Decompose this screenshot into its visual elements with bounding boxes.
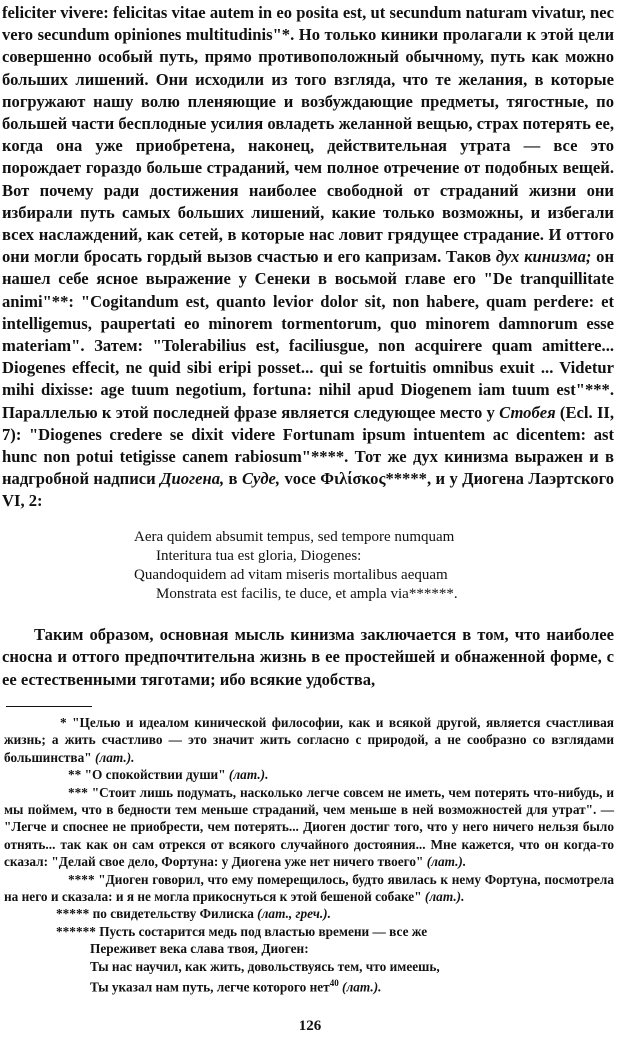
footnote-5-source: (лат., греч.). <box>257 906 331 922</box>
footnote-1-source: (лат.). <box>94 749 135 765</box>
para1-italic-stobey: Стобея <box>499 402 556 422</box>
latin-verse <box>134 528 574 604</box>
footnote-1 <box>4 714 614 766</box>
footnote-6-line: Переживет века слава твоя, Диоген: <box>90 941 309 957</box>
footnote-5-text: ***** по свидетельству Филиска <box>56 906 258 922</box>
footnote-3 <box>4 784 614 871</box>
para1-text-b: он нашел себе ясное выражение у Сенеки в восьмой главе его "De tranquillitate animi"**: "Cogitandum est, quanto levior dolor sit, non habere, quam perdere: et intelligemus, paupertati eo minorem tormentorum, quo minorem damnorum esse materiam". Затем: "Tolerabilius est, faciliusgue, non acquirere quam amittere... Diogenes effecit, ne quid sibi eripi posset... qui se fortuitis omnibus exuit ... Videtur mihi dixisse: age tuum negotium, fortuna: nihil apud Diogenem iam tuum est"***. Параллелью к этой последней фразе является следующее место у <box>2 247 614 422</box>
para1-text-c: (Ecl. II, 7): "Diogenes credere se dixit videre Fortunam ipsum intuentem ac dicentem: ast hunc non potui tetigisse canem rabiosum"****. Тот же дух кинизма выражен и в надгробной надписи <box>2 402 615 489</box>
para1-text: feliciter vivere: felicitas vitae autem in eo posita est, ut secundum naturam vivatur, nec vero secundum opiniones multitudinis"*. Но только киники пролагали к этой цели совершенно особый путь, прямо противоположный обычному, путь как можно больших лишений. Они исходили из того взгляда, что те желания, в которые погружают нашу волю пленяющие и возбуждающие предметы, тягостные, по большей части бесплодные усилия овладеть желанной вещью, страх потерять ее, когда она уже приобретена, наконец, действительная утрата — все это порождает гораздо больше страданий, чем полное отречение от подобных вещей. Вот почему ради достижения наиболее свободной от страданий жизни они избирали путь самых больших лишений, какие только возможны, и избегали всех наслаждений, как сетей, в которые нас ловит грядущее страдание. И оттого они могли бросать гордый вызов счастью и его капризам. Таков <box>2 3 614 267</box>
para1-italic-kinizm: дух кинизма; <box>495 247 592 267</box>
para2-text: Таким образом, основная мысль кинизма заключается в том, что наиболее сносна и оттого предпочтительна жизнь в ее простейшей и обнаженной форме, с ее естественными тяготами; ибо всякие удобства, <box>2 625 614 689</box>
second-paragraph <box>2 624 614 691</box>
footnote-2-source: (лат.). <box>228 767 269 783</box>
footnote-3-text: *** "Стоит лишь подумать, насколько легче совсем не иметь, чем потерять что-нибудь, и мы поймем, что в бедности тем меньше страданий, чем меньше в ней возможностей для утрат". — "Легче и споснее не приобрести, чем потерять... Диоген достиг того, что у него ничего нельзя было отнять... так как он сам отрекся от всякого случайного достояния... Мне кажется, что он когда-то сказал: "Делай свое дело, Фортуна: у Диогена уже нет ничего твоего" <box>4 784 614 870</box>
footnote-6-text: Ты указал нам путь, легче которого нет <box>90 979 330 995</box>
main-paragraph <box>2 2 614 513</box>
footnotes <box>4 714 614 996</box>
verse-line: Monstrata est facilis, te duce, et ampla via******. <box>156 586 458 602</box>
para1-italic-diogen: Диогена, <box>160 469 225 489</box>
para1-text-d: в <box>224 469 242 489</box>
footnote-3-source: (лат.). <box>426 854 467 870</box>
verse-line: Quandoquidem ad vitam miseris mortalibus aequam <box>134 567 448 583</box>
footnote-4-text: **** "Диоген говорил, что ему померещилось, будто явилась к нему Фортуна, посмотрела на него и сказала: и я не могла прикоснуться к этой бешеной собаке" <box>4 871 614 905</box>
footnote-1-text: * "Целью и идеалом кинической философии, как и всякой другой, является счастливая жизнь; а жить счастливо — это значит жить согласно с природой, а не сообразно со взглядами большинства" <box>4 715 614 765</box>
verse-line: Interitura tua est gloria, Diogenes: <box>156 548 362 564</box>
footnote-6-line-last <box>4 975 614 996</box>
footnote-6-line: ****** Пусть состарится медь под властью времени — все же <box>56 923 428 939</box>
footnote-2 <box>4 766 614 783</box>
footnote-4 <box>4 871 614 906</box>
footnote-divider <box>6 706 92 707</box>
footnote-4-source: (лат.). <box>424 889 465 905</box>
footnote-2-text: ** "О спокойствии души" <box>68 767 229 783</box>
para1-text-e: voce Φιλίσκος*****, и у Диогена Лаэртского VI, 2: <box>2 469 614 511</box>
footnote-6-line: Ты нас научил, как жить, довольствуясь тем, что имеешь, <box>90 958 440 974</box>
footnote-6-source: (лат.). <box>338 979 382 995</box>
para1-italic-suda: Суде, <box>241 469 281 489</box>
verse-line: Aera quidem absumit tempus, sed tempore numquam <box>134 529 455 545</box>
page-number: 126 <box>298 1018 322 1034</box>
footnote-5 <box>4 905 614 922</box>
endnote-ref: 40 <box>329 978 339 989</box>
